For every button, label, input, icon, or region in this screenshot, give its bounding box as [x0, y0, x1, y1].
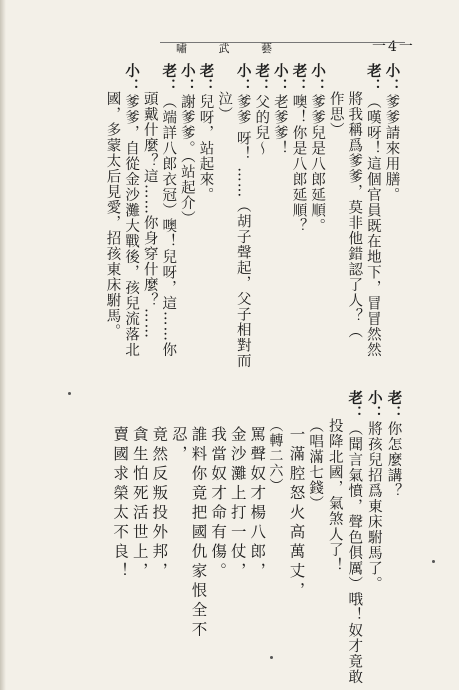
line-text: （唱滿七錢）: [307, 418, 324, 511]
line-text: （端詳八郎衣冠）噢！兒呀，這……你: [160, 94, 177, 358]
speaker-tag: 小：: [234, 63, 252, 94]
speaker-tag: 小：: [383, 63, 401, 94]
text-column: [170, 426, 186, 465]
page-header: [0, 30, 459, 60]
text-column: [386, 390, 401, 499]
line-text: 泣）: [216, 91, 233, 122]
speaker-tag: 小：: [309, 63, 327, 94]
line-text: 我當奴才命有傷。: [209, 426, 228, 582]
text-column: [327, 418, 342, 573]
text-column: [328, 91, 343, 138]
stray-mark: [68, 392, 71, 395]
line-text: 爹爹兒是八郎延順。: [309, 94, 326, 234]
page-number: 一4一: [372, 39, 415, 55]
line-text: 投降北國，氣煞人了！: [326, 418, 343, 573]
line-text: 噢！你是八郎延順？: [290, 94, 307, 234]
line-text: 誰料你竟把國仇家恨全不: [189, 426, 208, 641]
line-text: 竟然反叛投外邦，: [150, 426, 169, 582]
text-column: [268, 418, 282, 493]
speaker-tag: 老：: [253, 63, 271, 94]
text-column: [112, 426, 128, 582]
line-text: （轉二六）: [267, 418, 284, 493]
speaker-tag: 老：: [346, 390, 364, 421]
line-text: 忍，: [169, 426, 188, 465]
line-text: 作思）: [327, 91, 344, 138]
text-column: [365, 63, 380, 358]
line-text: 父的兒～: [253, 94, 270, 156]
line-text: 你怎麼講？: [385, 421, 402, 499]
speaker-tag: 老：: [290, 63, 308, 94]
speaker-tag: 小：: [271, 63, 289, 94]
speaker-tag: 小：: [178, 63, 196, 94]
text-column: [179, 63, 194, 226]
line-text: 一滿腔怒火高萬丈，: [287, 426, 306, 602]
text-column: [210, 426, 226, 582]
running-title: 嘯 武 藝: [176, 42, 286, 55]
line-text: 罵聲奴才楊八郎，: [248, 426, 267, 582]
text-column: [254, 63, 269, 156]
line-text: 爹爹 呀！ ……（胡子聲起，父子相對而: [234, 94, 251, 369]
stray-mark: [270, 656, 273, 659]
line-text: 頭戴什麼？這……你身穿什麼？……: [141, 91, 158, 339]
line-text: 金沙灘上打一仗，: [228, 426, 247, 582]
text-column: [151, 426, 167, 582]
speaker-tag: 老：: [385, 390, 403, 421]
speaker-tag: 老：: [364, 63, 382, 94]
speaker-tag: 老：: [160, 63, 178, 94]
scan-edge-shadow: [0, 0, 6, 690]
text-column: [366, 390, 381, 592]
line-text: 將我稱爲爹爹，莫非他錯認了人？（: [346, 91, 363, 339]
line-text: 賣國求榮太不良！: [111, 426, 130, 582]
text-column: [229, 426, 245, 582]
speaker-tag: 小：: [123, 63, 141, 94]
line-text: 貪生怕死活世上，: [130, 426, 149, 582]
line-text: 老爹爹！: [271, 94, 288, 156]
text-column: [198, 63, 213, 203]
text-column: [235, 63, 250, 369]
stray-mark: [432, 560, 435, 563]
text-column: [105, 91, 120, 339]
line-text: 爹爹請來用膳。: [383, 94, 400, 203]
line-text: 謝爹爹。（站起介）: [178, 94, 195, 227]
text-column: [347, 390, 362, 685]
speaker-tag: 小：: [365, 390, 383, 421]
text-column: [249, 426, 265, 582]
line-text: 兒呀，站起來。: [197, 94, 214, 203]
text-column: [347, 91, 362, 339]
text-column: [124, 63, 139, 358]
text-column: [384, 63, 399, 203]
text-column: [272, 63, 287, 156]
text-column: [308, 418, 323, 511]
line-text: 國，多蒙太后見愛，招孩東床駙馬。: [104, 91, 121, 339]
text-column: [190, 426, 206, 641]
text-column: [161, 63, 176, 358]
speaker-tag: 老：: [197, 63, 215, 94]
line-text: 爹爹，自從金沙灘大戰後，孩兒流落北: [123, 94, 140, 358]
text-column: [142, 91, 157, 339]
text-column: [291, 63, 306, 234]
text-column: [217, 91, 232, 122]
line-text: （聞言氣憤，聲色俱厲）哦！奴才竟敢: [346, 421, 363, 685]
text-column: [131, 426, 147, 582]
text-column: [310, 63, 325, 234]
line-text: （嘆呀！這個官員既在地下，冒冒然然: [364, 94, 381, 358]
text-column: [288, 426, 304, 602]
line-text: 將孩兒招爲東床駙馬了。: [365, 421, 382, 592]
header-rule: [160, 42, 405, 43]
